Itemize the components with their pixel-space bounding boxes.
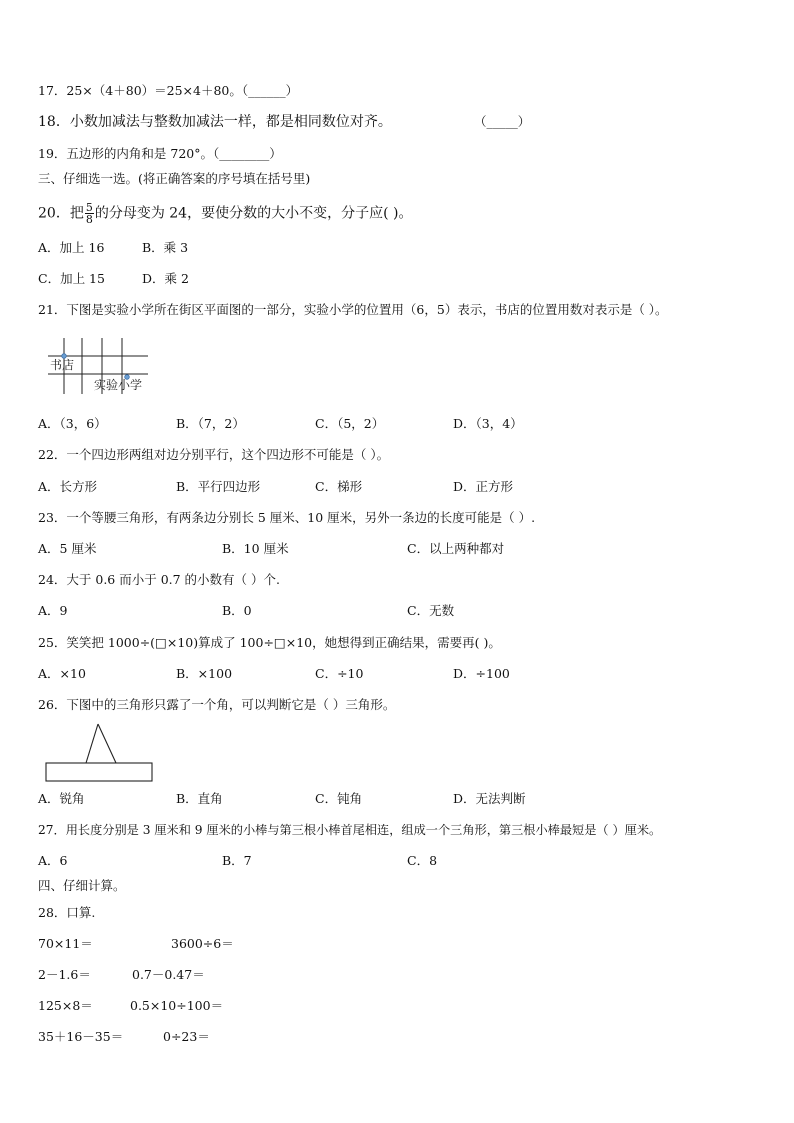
q20-option-b[interactable]: B．乘 3	[142, 240, 189, 255]
question-17: 17．25×（4＋80）＝25×4＋80。（______）	[38, 83, 299, 98]
q27-option-c[interactable]: C．8	[407, 853, 438, 868]
q22-option-a[interactable]: A．长方形	[38, 479, 98, 494]
calc-item: 125×8＝	[38, 998, 93, 1013]
fraction	[85, 202, 94, 225]
q24-option-a[interactable]: A．9	[38, 603, 68, 618]
question-22: 22．一个四边形两组对边分别平行，这个四边形不可能是（ ）。	[38, 447, 390, 462]
q26-option-c[interactable]: C．钝角	[315, 791, 363, 806]
q27-option-b[interactable]: B．7	[222, 853, 252, 868]
calc-item: 0.5×10÷100＝	[130, 998, 224, 1013]
calc-item: 0.7－0.47＝	[132, 967, 205, 982]
q25-option-d[interactable]: D．÷100	[453, 666, 510, 681]
q26-option-d[interactable]: D．无法判断	[453, 791, 526, 806]
q20-option-a[interactable]: A．加上 16	[38, 240, 105, 255]
q26-option-b[interactable]: B．直角	[176, 791, 223, 806]
section-4-title: 四、仔细计算。	[38, 878, 126, 893]
fraction-denominator: 8	[85, 213, 93, 226]
q25-option-a[interactable]: A．×10	[38, 666, 86, 681]
question-20-suffix: 的分母变为 24，要使分数的大小不变，分子应( )。	[94, 205, 413, 222]
q21-option-a[interactable]: A．（3，6）	[38, 416, 107, 431]
q21-option-d[interactable]: D．（3，4）	[453, 416, 523, 431]
q25-option-b[interactable]: B．×100	[176, 666, 233, 681]
q21-option-b[interactable]: B．（7，2）	[176, 416, 245, 431]
section-3-title: 三、仔细选一选。(将正确答案的序号填在括号里)	[38, 171, 311, 186]
question-26: 26．下图中的三角形只露了一个角，可以判断它是（ ）三角形。	[38, 697, 396, 712]
fraction-numerator: 5	[85, 201, 93, 214]
question-28: 28．口算.	[38, 905, 96, 920]
triangle-side	[86, 724, 98, 763]
q26-option-a[interactable]: A．锐角	[38, 791, 85, 806]
q22-option-d[interactable]: D．正方形	[453, 479, 514, 494]
school-label: 实验小学	[94, 378, 143, 392]
q27-option-a[interactable]: A．6	[38, 853, 68, 868]
q23-option-c[interactable]: C．以上两种都对	[407, 541, 505, 556]
calc-item: 70×11＝	[38, 936, 93, 951]
q20-option-c[interactable]: C．加上 15	[38, 271, 105, 286]
calc-item: 0÷23＝	[163, 1029, 210, 1044]
calc-item: 2－1.6＝	[38, 967, 91, 982]
q22-option-b[interactable]: B．平行四边形	[176, 479, 261, 494]
question-27: 27．用长度分别是 3 厘米和 9 厘米的小棒与第三根小棒首尾相连，组成一个三角形，第三根小棒最短是（ ）厘米。	[38, 823, 662, 837]
question-18: 18．小数加减法与整数加减法一样，都是相同数位对齐。	[38, 114, 392, 130]
calc-item: 35＋16－35＝	[38, 1029, 124, 1044]
question-24: 24．大于 0.6 而小于 0.7 的小数有（ ）个.	[38, 572, 281, 587]
question-20-prefix: 20．把	[38, 205, 84, 222]
cover-rectangle	[46, 763, 152, 781]
street-map-figure	[44, 336, 168, 396]
calc-item: 3600÷6＝	[171, 936, 234, 951]
q24-option-b[interactable]: B．0	[222, 603, 252, 618]
triangle-side	[98, 724, 116, 763]
question-21: 21．下图是实验小学所在街区平面图的一部分，实验小学的位置用（6，5）表示，书店的位置用数对表示是（ ）。	[38, 302, 668, 317]
bookstore-label: 书店	[50, 358, 75, 372]
q21-option-c[interactable]: C．（5，2）	[315, 416, 385, 431]
q23-option-a[interactable]: A．5 厘米	[38, 541, 97, 556]
question-25: 25．笑笑把 1000÷(□×10)算成了 100÷□×10，她想得到正确结果，需要再( )。	[38, 635, 501, 650]
question-18-blank: （_____）	[474, 114, 531, 129]
q23-option-b[interactable]: B．10 厘米	[222, 541, 289, 556]
q20-option-d[interactable]: D．乘 2	[142, 271, 189, 286]
hidden-triangle-figure	[44, 720, 156, 784]
question-23: 23．一个等腰三角形，有两条边分别长 5 厘米、10 厘米，另外一条边的长度可能是（ ）.	[38, 510, 536, 525]
q22-option-c[interactable]: C．梯形	[315, 479, 363, 494]
question-20	[38, 202, 412, 225]
q25-option-c[interactable]: C．÷10	[315, 666, 364, 681]
question-19: 19．五边形的内角和是 720°。（________）	[38, 146, 282, 161]
q24-option-c[interactable]: C．无数	[407, 603, 455, 618]
